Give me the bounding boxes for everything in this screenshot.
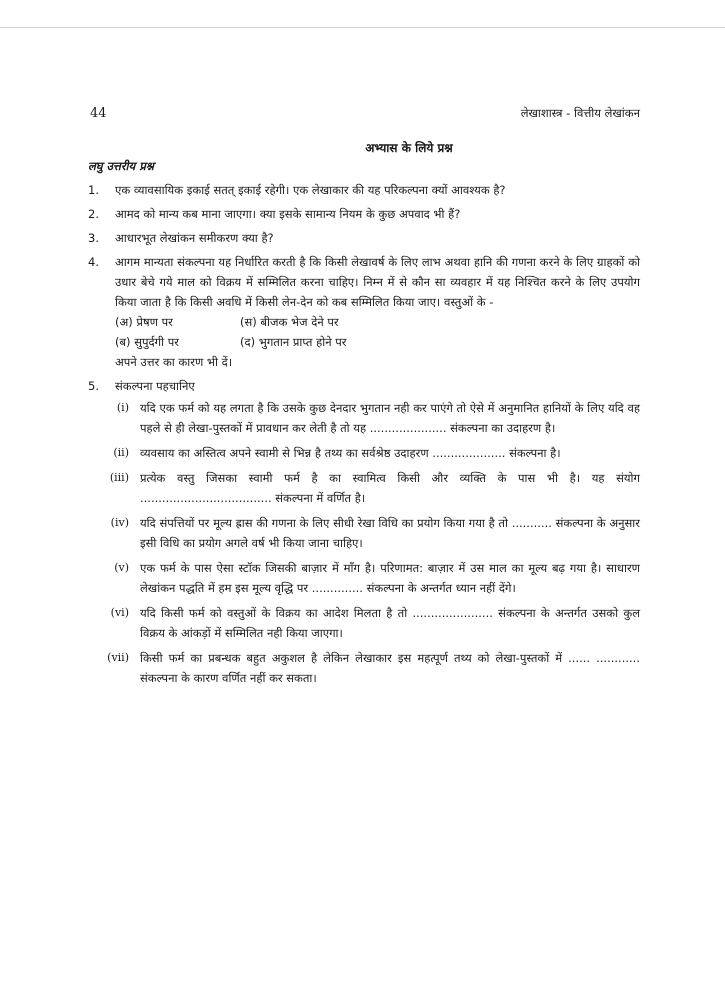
question-2: [88, 204, 640, 224]
question-text: संकल्पना पहचानिए: [115, 379, 195, 393]
option-b: (ब) सुपुर्दगी पर: [115, 335, 179, 349]
question-text: आगम मान्यता संकल्पना यह निर्धारित करती है कि किसी लेखावर्ष के लिए लाभ अथवा हानि की गणना करने के लिए ग्राहकों को उधार बेचे गये माल को विक्रय में सम्मिलित करना चाहिए। निम्न में से कौन सा व्यवहार में यह निश्चित करने के लिए उपयोग किया जाता है कि किसी अवधि में किसी लेन-देन को कब सम्मिलित किया जाए। वस्तुओं के -: [115, 255, 640, 309]
question-text: आमद को मान्य कब माना जाएगा। क्या इसके सामान्य नियम के कुछ अपवाद भी हैं?: [115, 207, 461, 221]
section-title: अभ्यास के लिये प्रश्न: [365, 141, 453, 155]
sub-question-label: (iv): [110, 516, 129, 529]
sub-question-iv: [88, 513, 640, 553]
question-3: [88, 228, 640, 248]
sub-question-text: यदि एक फर्म को यह लगता है कि उसके कुछ देनदार भुगतान नही कर पाएंगे तो ऐसे में अनुमानित हानियों के लिए यदि वह पहले से ही लेखा-पुस्तकों में प्रावधान कर लेती है तो यह ..................... संकल्पना का उदाहरण है।: [140, 401, 640, 435]
question-number: 4.: [88, 255, 99, 269]
sub-question-text: यदि संपत्तियों पर मूल्य ह्रास की गणना के लिए सीधी रेखा विधि का प्रयोग किया गया है तो ........... संकल्पना के अनुसार इसी विधि का प्रयोग अगले वर्ष भी किया जाना चाहिए।: [140, 516, 640, 550]
sub-question-label: (vii): [107, 651, 129, 664]
sub-question-label: (v): [114, 561, 129, 574]
sub-question-label: (ii): [113, 446, 129, 459]
sub-question-text: यदि किसी फर्म को वस्तुओं के विक्रय का आदेश मिलता है तो ...................... संकल्पना के अन्तर्गत उसको कुल विक्रय के आंकड़ों में सम्मिलित नही किया जाएगा।: [140, 606, 640, 640]
page-header: [90, 106, 640, 126]
sub-question-text: किसी फर्म का प्रबन्धक बहुत अकुशल है लेकिन लेखाकार इस महत्पूर्ण तथ्य को लेखा-पुस्तकों में ...... ............ संकल्पना के कारण वर्णित नहीं कर सकता।: [140, 651, 640, 685]
sub-question-v: [88, 558, 640, 598]
question-text: आधारभूत लेखांकन समीकरण क्या है?: [115, 231, 274, 245]
sub-question-iii: [88, 468, 640, 508]
sub-question-text: व्यवसाय का अस्तित्व अपने स्वामी से भिन्न है तथ्य का सर्वश्रेष्ठ उदाहरण .................... संकल्पना है।: [140, 446, 561, 460]
subheading: लघु उत्तरीय प्रश्न: [88, 159, 154, 173]
sub-question-vi: [88, 603, 640, 643]
option-grid: [115, 312, 640, 352]
option-d: (द) भुगतान प्राप्त होने पर: [240, 335, 347, 349]
sub-question-ii: [88, 443, 640, 463]
option-s: (स) बीजक भेज देने पर: [240, 315, 339, 329]
question-5: [88, 376, 640, 396]
exercise-section: [88, 138, 640, 693]
page-number: 44: [90, 106, 107, 121]
question-4: [88, 252, 640, 372]
question-footer: अपने उत्तर का कारण भी दें।: [115, 355, 233, 369]
question-number: 1.: [88, 183, 99, 197]
running-head: लेखाशास्त्र - वित्तीय लेखांकन: [520, 106, 640, 120]
question-number: 5.: [88, 379, 99, 393]
question-text: एक व्यावसायिक इकाई सतत् इकाई रहेगी। एक लेखाकार की यह परिकल्पना क्यों आवश्यक है?: [115, 183, 506, 197]
sub-question-label: (i): [116, 401, 129, 414]
top-divider: [0, 27, 725, 28]
question-number: 3.: [88, 231, 99, 245]
sub-question-i: [88, 398, 640, 438]
sub-question-text: प्रत्येक वस्तु जिसका स्वामी फर्म है का स्वामित्व किसी और व्यक्ति के पास भी है। यह संयोग .................................... संकल्पना में वर्णित है।: [140, 471, 640, 505]
sub-question-label: (vi): [110, 606, 129, 619]
sub-question-vii: [88, 648, 640, 688]
question-1: [88, 180, 640, 200]
option-a: (अ) प्रेषण पर: [115, 315, 173, 329]
question-number: 2.: [88, 207, 99, 221]
sub-question-text: एक फर्म के पास ऐसा स्टॉक जिसकी बाज़ार में माँग है। परिणामत: बाज़ार में उस माल का मूल्य बढ़ गया है। साधारण लेखांकन पद्धति में हम इस मूल्य वृद्धि पर .............. संकल्पना के अन्तर्गत ध्यान नहीं देंगे।: [140, 561, 640, 595]
sub-question-label: (iii): [109, 471, 129, 484]
